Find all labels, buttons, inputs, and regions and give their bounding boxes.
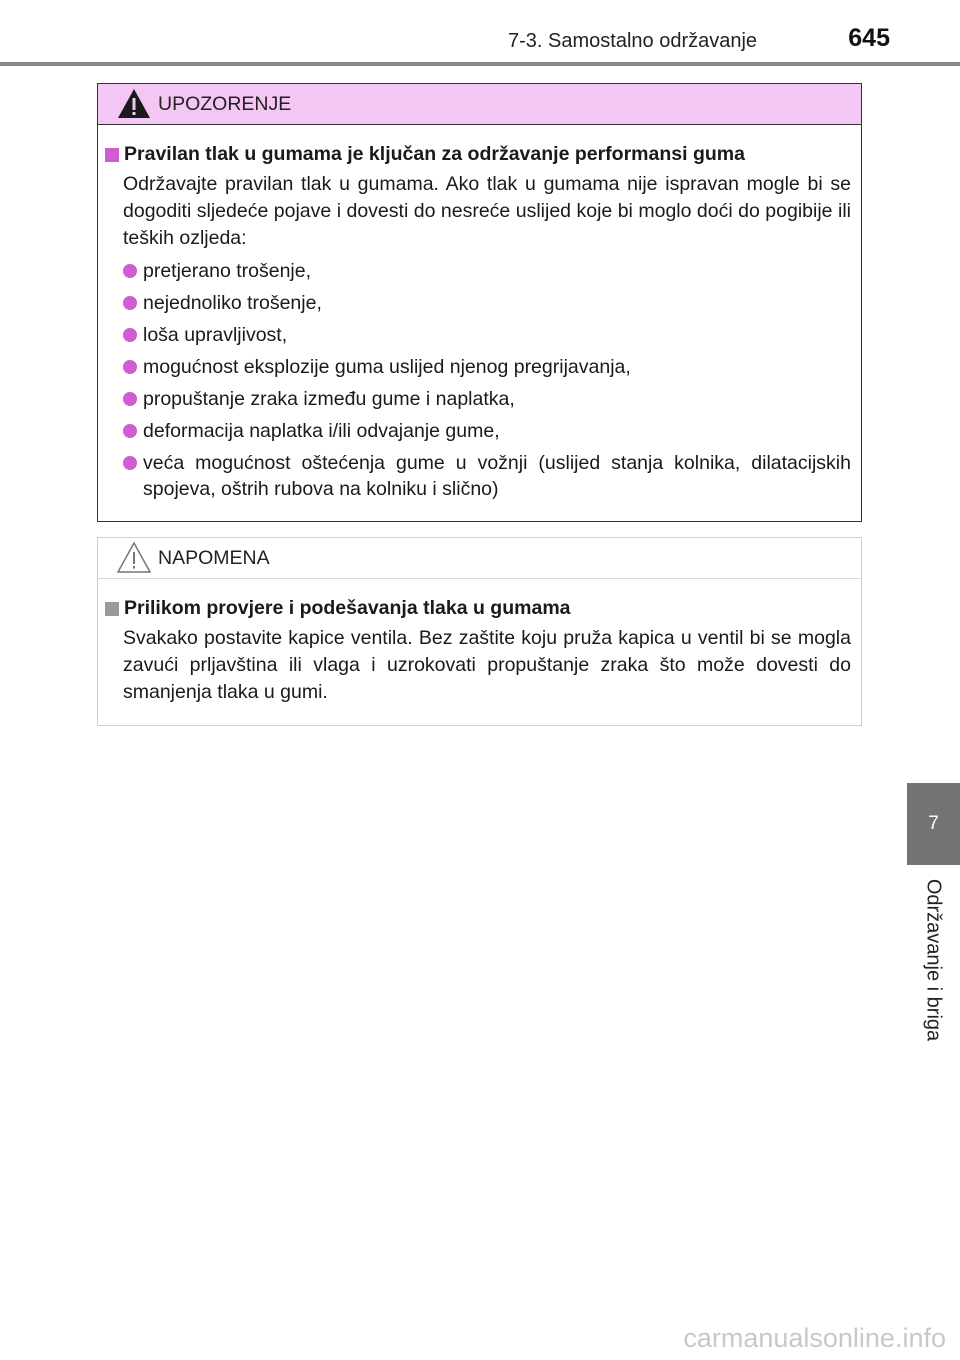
note-title-text: Prilikom provjere i podešavanja tlaka u gumama [124, 597, 571, 619]
warning-section-title [105, 143, 851, 166]
list-item [105, 322, 851, 348]
note-box [97, 537, 862, 726]
note-header [98, 538, 861, 579]
list-item-text: deformacija naplatka i/ili odvajanje gume, [143, 420, 500, 442]
list-item-text: pretjerano trošenje, [143, 260, 312, 282]
warning-paragraph: Održavajte pravilan tlak u gumama. Ako tlak u gumama nije ispravan mogle bi se dogoditi sljedeće pojave i dovesti do nesreće uslijed koje bi moglo doći do pogibije ili teških ozljeda: [123, 173, 851, 249]
list-item [105, 258, 851, 284]
note-paragraph: Svakako postavite kapice ventila. Bez zaštite koju pruža kapica u ventil bi se mogla zavući prljavština ili vlaga i uzrokovati propuštanje zraka što može dovesti do smanjenja tlaka u gumi. [123, 627, 851, 703]
circle-bullet-icon [123, 424, 137, 438]
list-item-text: nejednoliko trošenje, [143, 292, 322, 314]
watermark: carmanualsonline.info [683, 1323, 946, 1353]
chapter-tab [907, 783, 960, 865]
section-title: 7-3. Samostalno održavanje [508, 30, 758, 52]
warning-triangle-icon [116, 87, 152, 121]
warning-list [105, 258, 851, 502]
warning-body [98, 125, 861, 502]
page-number: 645 [848, 24, 890, 52]
note-heading: NAPOMENA [158, 546, 270, 569]
list-item [105, 290, 851, 316]
circle-bullet-icon [123, 456, 137, 470]
warning-title-text: Pravilan tlak u gumama je ključan za održavanje performansi guma [124, 143, 745, 165]
list-item [105, 450, 851, 502]
list-item [105, 354, 851, 380]
circle-bullet-icon [123, 392, 137, 406]
list-item [105, 386, 851, 412]
square-bullet-icon [105, 148, 119, 162]
warning-box [97, 83, 862, 522]
circle-bullet-icon [123, 264, 137, 278]
chapter-label: Održavanje i briga [922, 878, 945, 1042]
list-item-text: veća mogućnost oštećenja gume u vožnji (uslijed stanja kolnika, dilatacijskih spojeva, oštrih rubova na kolniku i slično) [143, 452, 851, 500]
note-body [98, 579, 861, 706]
list-item-text: mogućnost eksplozije guma uslijed njenog pregrijavanja, [143, 356, 631, 378]
warning-heading: UPOZORENJE [158, 92, 292, 115]
circle-bullet-icon [123, 296, 137, 310]
note-section-title [105, 597, 851, 620]
circle-bullet-icon [123, 328, 137, 342]
list-item [105, 418, 851, 444]
header-rule [0, 62, 960, 66]
chapter-number: 7 [928, 813, 939, 834]
circle-bullet-icon [123, 360, 137, 374]
list-item-text: propuštanje zraka između gume i naplatka, [143, 388, 515, 410]
warning-header [98, 84, 861, 125]
list-item-text: loša upravljivost, [143, 324, 288, 346]
caution-triangle-icon [116, 541, 152, 575]
square-bullet-icon [105, 602, 119, 616]
